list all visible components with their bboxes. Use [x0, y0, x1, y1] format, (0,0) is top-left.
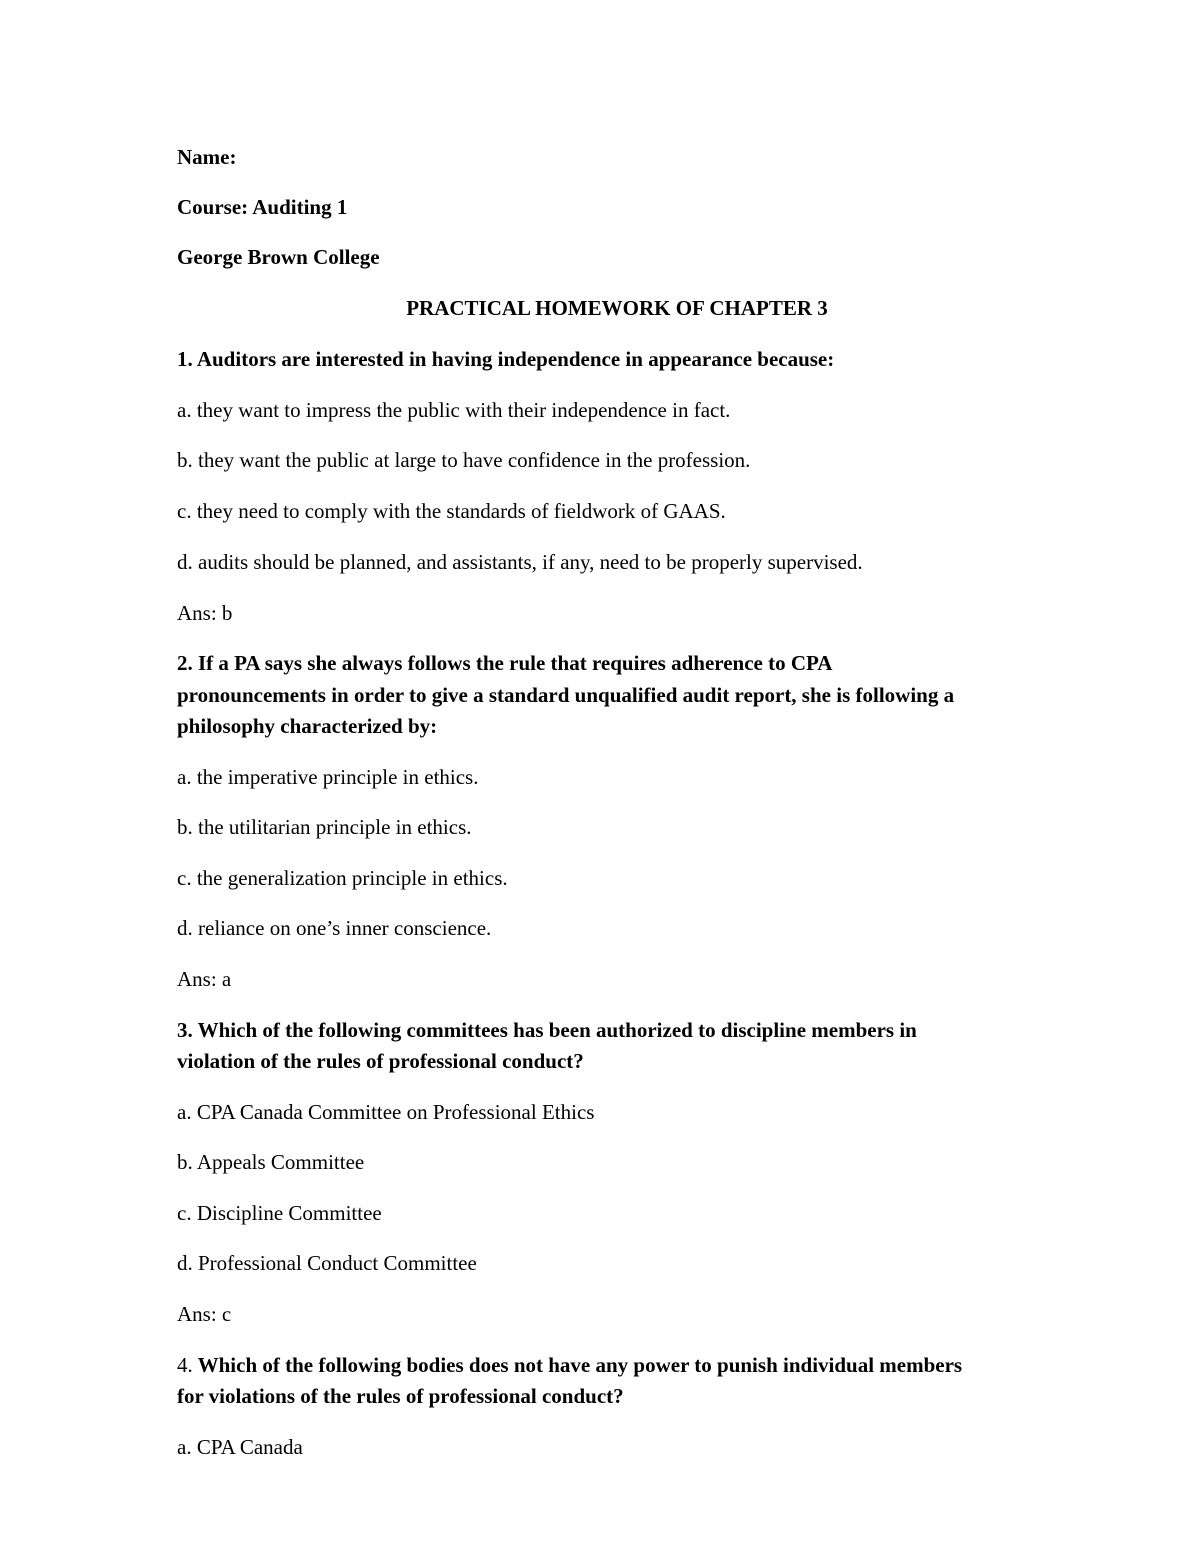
question-3-option-a: a. CPA Canada Committee on Professional Ethics — [177, 1100, 595, 1124]
course-line: Course: Auditing 1 — [177, 195, 348, 219]
page-title: PRACTICAL HOMEWORK OF CHAPTER 3 — [406, 296, 828, 320]
question-3-option-b: b. Appeals Committee — [177, 1150, 365, 1174]
question-4-prompt-text: Which of the following bodies does not have any power to punish individual members — [192, 1353, 963, 1377]
question-2-prompt-line-3: philosophy characterized by: — [177, 714, 438, 738]
question-2-answer: Ans: a — [177, 967, 232, 991]
question-3-prompt-line-1: 3. Which of the following committees has been authorized to discipline members in — [177, 1018, 917, 1042]
question-4-prompt-line-2: for violations of the rules of professional conduct? — [177, 1384, 624, 1408]
question-2-prompt-line-1: 2. If a PA says she always follows the rule that requires adherence to CPA — [177, 651, 833, 675]
question-2-option-c: c. the generalization principle in ethics. — [177, 866, 508, 890]
question-1-option-a: a. they want to impress the public with their independence in fact. — [177, 398, 731, 422]
question-3-option-c: c. Discipline Committee — [177, 1201, 382, 1225]
college-line: George Brown College — [177, 245, 380, 269]
question-1-answer: Ans: b — [177, 601, 233, 625]
question-3-prompt-line-2: violation of the rules of professional conduct? — [177, 1049, 584, 1073]
question-2-option-b: b. the utilitarian principle in ethics. — [177, 815, 472, 839]
question-1-option-d: d. audits should be planned, and assistants, if any, need to be properly supervised. — [177, 550, 863, 574]
question-1-option-c: c. they need to comply with the standards of fieldwork of GAAS. — [177, 499, 726, 523]
question-3-option-d: d. Professional Conduct Committee — [177, 1251, 477, 1275]
question-3-answer: Ans: c — [177, 1302, 232, 1326]
question-2-option-d: d. reliance on one’s inner conscience. — [177, 916, 492, 940]
question-4-prompt-line-1 — [177, 1349, 962, 1381]
question-2-option-a: a. the imperative principle in ethics. — [177, 765, 479, 789]
question-1-option-b: b. they want the public at large to have confidence in the profession. — [177, 448, 751, 472]
question-2-prompt-line-2: pronouncements in order to give a standard unqualified audit report, she is following a — [177, 683, 955, 707]
question-4-number: 4. — [177, 1353, 193, 1377]
name-label: Name: — [177, 145, 237, 169]
question-4-option-a: a. CPA Canada — [177, 1435, 303, 1459]
question-1-prompt: 1. Auditors are interested in having independence in appearance because: — [177, 347, 835, 371]
